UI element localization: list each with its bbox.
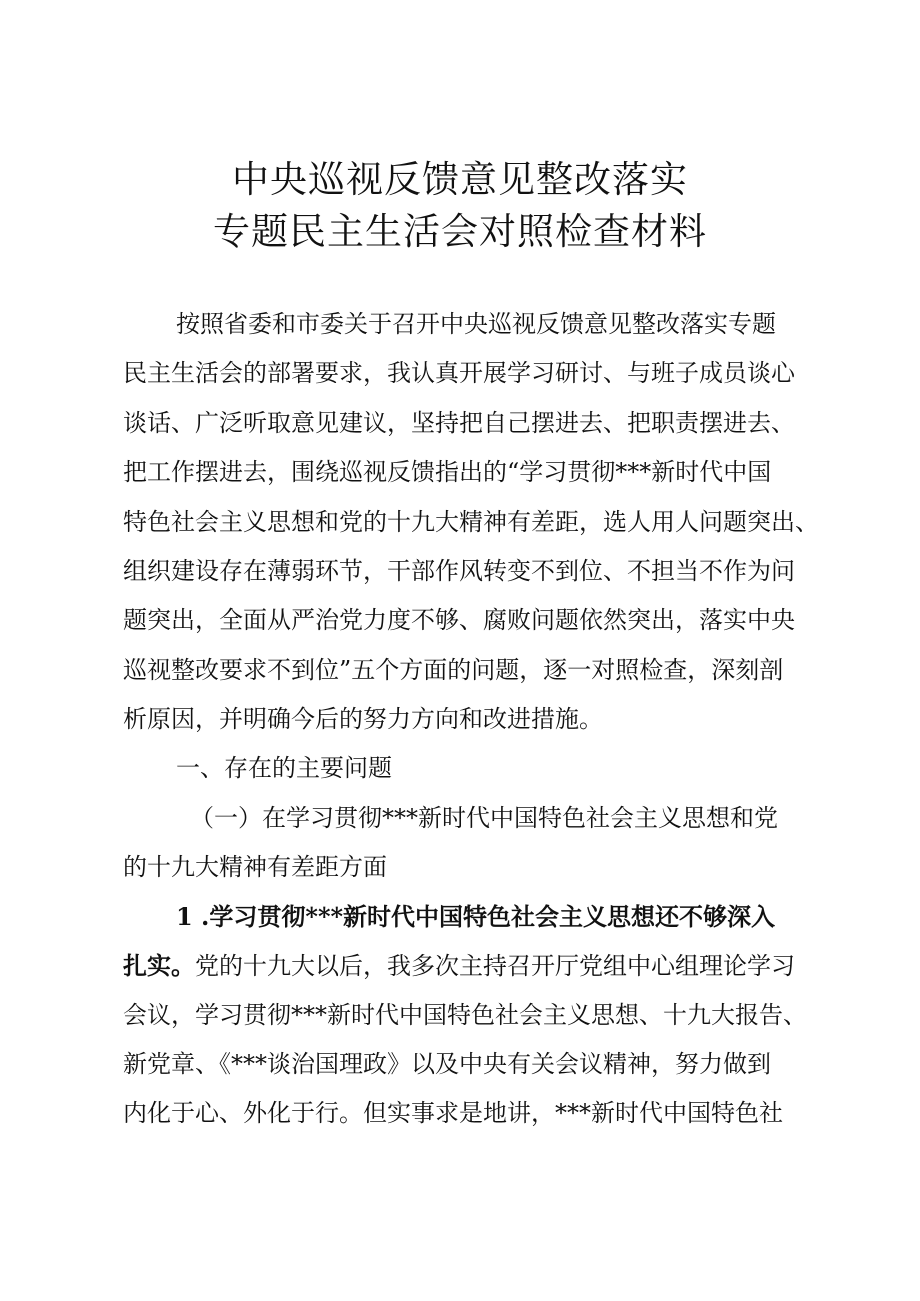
document-title-line-2: 专题民主生活会对照检查材料: [213, 210, 707, 253]
item-1-line-4: 新党章、《***谈治国理政》以及中央有关会议精神，努力做到: [123, 1050, 771, 1078]
document-title-line-1: 中央巡视反馈意见整改落实: [232, 158, 688, 201]
intro-line-7: 题突出，全面从严治党力度不够、腐败问题依然突出，落实中央: [123, 606, 795, 634]
item-1-line-3: 会议，学习贯彻***新时代中国特色社会主义思想、十九大报告、: [123, 1001, 807, 1029]
intro-line-4: 把工作摆进去，围绕巡视反馈指出的“学习贯彻***新时代中国: [123, 458, 772, 486]
item-1-text-start: 党的十九大以后，我多次主持召开厅党组中心组理论学习: [195, 952, 795, 980]
intro-line-6: 组织建设存在薄弱环节，干部作风转变不到位、不担当不作为问: [123, 557, 795, 585]
item-1-line-5: 内化于心、外化于行。但实事求是地讲，***新时代中国特色社: [123, 1099, 783, 1127]
item-1-heading-end: 扎实。: [123, 951, 195, 980]
intro-line-5: 特色社会主义思想和党的十九大精神有差距，选人用人问题突出、: [123, 508, 819, 536]
subsection-heading-line-2: 的十九大精神有差距方面: [123, 853, 387, 881]
intro-line-1: 按照省委和市委关于召开中央巡视反馈意见整改落实专题: [176, 310, 776, 338]
item-1-line-2: [123, 951, 795, 981]
intro-line-3: 谈话、广泛听取意见建议，坚持把自己摆进去、把职责摆进去、: [123, 409, 795, 437]
intro-line-2: 民主生活会的部署要求，我认真开展学习研讨、与班子成员谈心: [123, 359, 795, 387]
subsection-heading-line-1: （一）在学习贯彻***新时代中国特色社会主义思想和党: [190, 804, 778, 832]
intro-line-8: 巡视整改要求不到位”五个方面的问题，逐一对照检查，深刻剖: [123, 656, 784, 684]
item-1-heading-line-1: 1 .学习贯彻***新时代中国特色社会主义思想还不够深入: [176, 902, 776, 931]
section-heading-1: 一、存在的主要问题: [176, 754, 392, 782]
intro-line-9: 析原因，并明确今后的努力方向和改进措施。: [123, 705, 603, 733]
